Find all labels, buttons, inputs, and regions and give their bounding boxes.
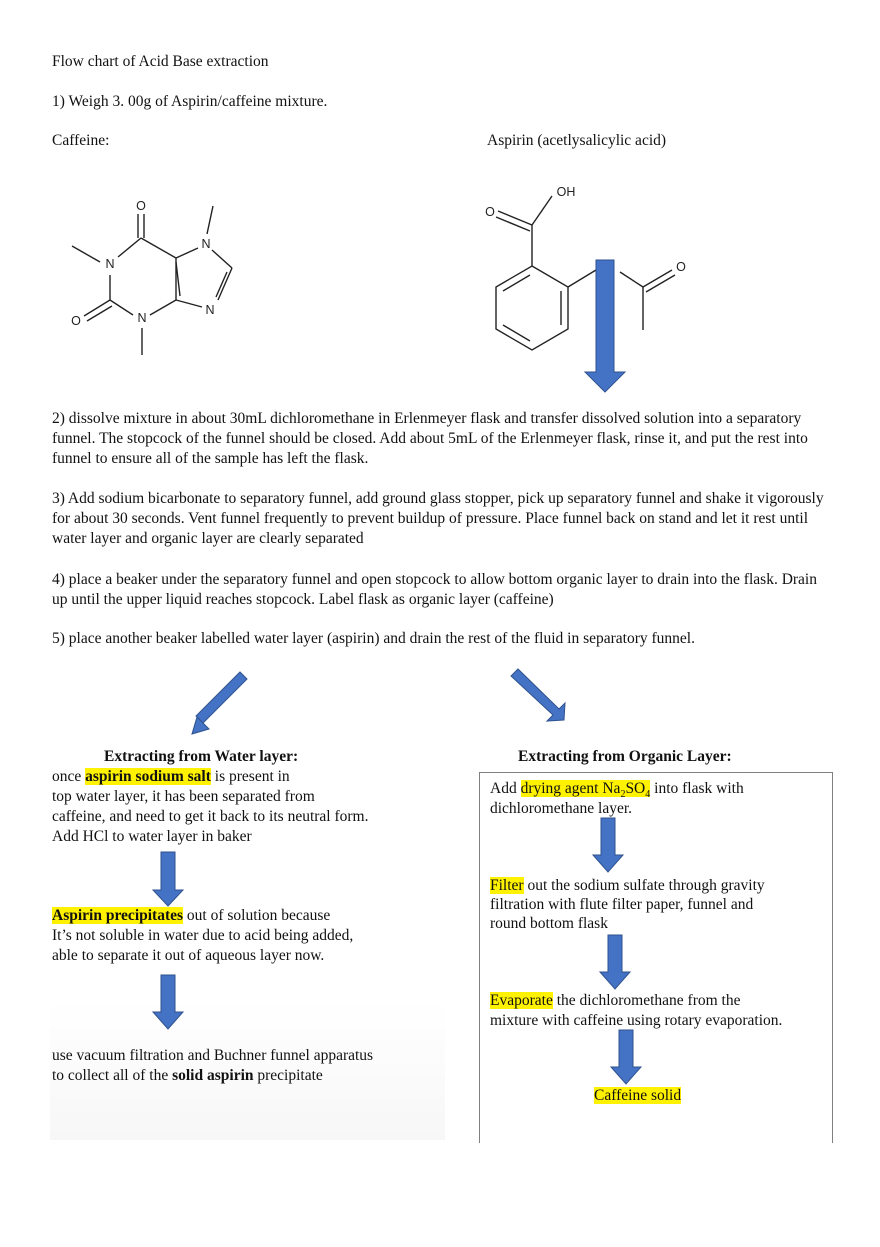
aspirin-atom-o-acetyl: O bbox=[676, 260, 686, 274]
water-p2-highlight: Aspirin precipitates bbox=[52, 907, 184, 924]
organic-p3-line1 bbox=[490, 991, 741, 1011]
organic-down-arrow-1-icon bbox=[593, 818, 623, 872]
water-p1-post: is present in bbox=[210, 768, 290, 785]
organic-p1-highlight: drying agent $Na_2SO_4$ bbox=[520, 780, 651, 801]
organic-p1-pre: Add bbox=[490, 780, 521, 797]
water-p1-pre: once bbox=[52, 768, 86, 785]
organic-p3-line2: mixture with caffeine using rotary evaporation. bbox=[490, 1012, 783, 1029]
caffeine-atom-n3: N bbox=[137, 311, 147, 325]
organic-p2-line2: filtration with flute filter paper, funnel and bbox=[490, 896, 754, 913]
organic-p2-line1 bbox=[490, 876, 765, 896]
water-p3-pre: to collect all of the bbox=[52, 1067, 173, 1084]
caffeine-atom-n9: N bbox=[205, 303, 215, 317]
caffeine-solid-highlight: Caffeine solid bbox=[594, 1087, 682, 1104]
organic-p2-line3: round bottom flask bbox=[490, 915, 608, 932]
step-1: 1) Weigh 3. 00g of Aspirin/caffeine mixture. bbox=[52, 93, 328, 110]
water-p2-post: out of solution because bbox=[183, 907, 331, 924]
water-p1-line3: caffeine, and need to get it back to its neutral form. bbox=[52, 808, 369, 825]
water-p1-line2: top water layer, it has been separated from bbox=[52, 788, 315, 805]
water-p3-line1: use vacuum filtration and Buchner funnel apparatus bbox=[52, 1047, 374, 1064]
organic-down-arrow-2-icon bbox=[600, 935, 630, 989]
water-p2-line3: able to separate it out of aqueous layer now. bbox=[52, 947, 325, 964]
step-3: 3) Add sodium bicarbonate to separatory funnel, add ground glass stopper, pick up separatory funnel and shake it vigorously for about 30 seconds. Vent funnel frequently to prevent buildup of pressure. Place funnel back on stand and let it rest until water layer and organic layer are clearly separated bbox=[52, 490, 824, 547]
aspirin-atom-oh: OH bbox=[556, 185, 576, 199]
organic-p2-highlight: Filter bbox=[490, 877, 524, 894]
step-5: 5) place another beaker labelled water layer (aspirin) and drain the rest of the fluid in separatory funnel. bbox=[52, 630, 695, 647]
water-p2-line2: It’s not soluble in water due to acid being added, bbox=[52, 927, 354, 944]
organic-down-arrow-3-icon bbox=[611, 1030, 641, 1084]
caffeine-atom-o-left: O bbox=[71, 314, 81, 328]
water-p1-line4: Add HCl to water layer in baker bbox=[52, 828, 252, 845]
step-4: 4) place a beaker under the separatory funnel and open stopcock to allow bottom organic layer to drain into the flask. Drain up until the upper liquid reaches stopcock. Label flask as organic layer (caffeine) bbox=[52, 571, 817, 608]
organic-p1-line2: dichloromethane layer. bbox=[490, 800, 633, 817]
caffeine-atom-o-top: O bbox=[136, 199, 146, 213]
organic-p3-highlight: Evaporate bbox=[490, 992, 553, 1009]
organic-result bbox=[594, 1086, 681, 1106]
water-p3-bold: solid aspirin bbox=[172, 1067, 254, 1084]
water-heading: Extracting from Water layer: bbox=[104, 748, 299, 765]
aspirin-label: Aspirin (acetlysalicylic acid) bbox=[487, 132, 667, 149]
organic-heading: Extracting from Organic Layer: bbox=[518, 748, 732, 765]
caffeine-atom-n7: N bbox=[201, 237, 211, 251]
step-2: 2) dissolve mixture in about 30mL dichloromethane in Erlenmeyer flask and transfer dissolved solution into a separatory funnel. The stopcock of the funnel should be closed. Add about 5mL of the Erlenmeyer flask, rinse it, and put the rest into funnel to ensure all of the sample has left the flask. bbox=[52, 410, 808, 467]
organic-p2-post: out the sodium sulfate through gravity bbox=[523, 877, 765, 894]
water-p3-post: precipitate bbox=[253, 1067, 323, 1084]
organic-p1-post: into flask with bbox=[650, 780, 744, 797]
water-p1-highlight: aspirin sodium salt bbox=[85, 768, 211, 785]
caffeine-atom-n1: N bbox=[105, 257, 115, 271]
aspirin-atom-o-carbonyl: O bbox=[485, 205, 495, 219]
page-title: Flow chart of Acid Base extraction bbox=[52, 53, 269, 70]
organic-p3-post: the dichloromethane from the bbox=[552, 992, 741, 1009]
caffeine-label: Caffeine: bbox=[52, 132, 110, 149]
